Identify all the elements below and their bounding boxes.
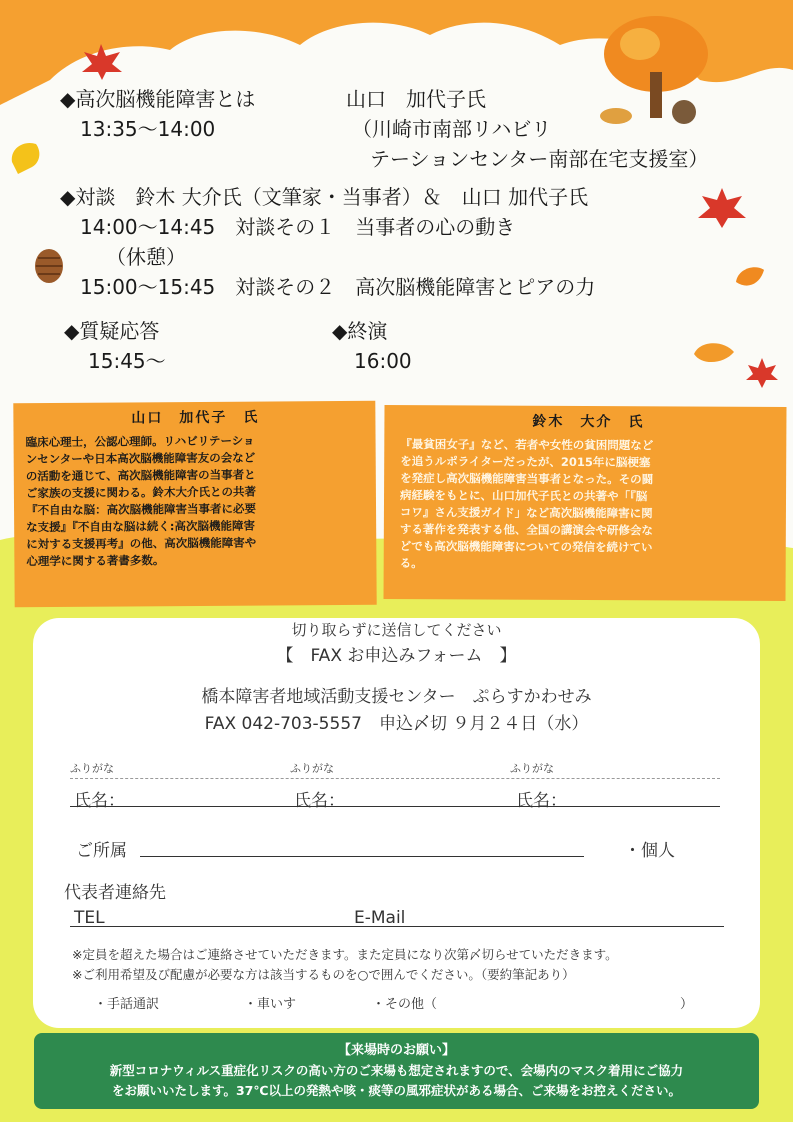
affiliation-field[interactable]	[140, 856, 584, 857]
name-label: 氏名：	[294, 791, 345, 811]
pinecone-icon	[30, 246, 68, 286]
affiliation-label: ご所属	[76, 841, 127, 861]
leaf-icon	[690, 336, 738, 370]
bio-text: 『最貧困女子』など、若者や女性の貧困問題など を追うルポライターだったが、2015年に脳梗塞 を発症し高次脳機能障害当事者となった。その闘 病経験をもとに、山口加代子氏との共著や「『脳 コワ』さん支援ガイド」など高次脳機能障害に関 する著作を発表する他、全国の講演会や研修会な どでも高次脳機能障害についての発信を続けてい る。	[399, 437, 654, 571]
bio-name: 山口 加代子 氏	[131, 409, 260, 427]
notice-body: 新型コロナウィルス重症化リスクの高い方のご来場も想定されますので、会場内のマスク着用にご協力 をお願いいたします。37℃以上の発熱や咳・痰等の風邪症状がある場合、ご来場をお控えください。	[109, 1063, 684, 1098]
lecture-affiliation-line-1: （川崎市南部リハビリ	[352, 117, 552, 141]
maple-leaf-icon	[696, 186, 748, 230]
furigana-line	[70, 778, 720, 779]
dialogue-session-2: 15:00～15:45 対談その２ 高次脳機能障害とピアの力	[80, 275, 596, 299]
autumn-tree-icon	[596, 12, 716, 130]
option-other[interactable]: ・その他（	[372, 997, 438, 1012]
bio-text: 臨床心理士，公認心理師。リハビリテーショ ンセンターや日本高次脳機能障害友の会など の活動を通じて、高次脳機能障害の当事者と ご家族の支援に関わる。鈴木大介氏との共著 『不自由な脳：高次脳機能障害当事者に必要 な支援』『不自由な脳は続く:高次脳機能障害 に対する支援再考』の他、高次脳機能障害や 心理学に関する著書多数。	[25, 433, 257, 569]
form-title: 【 FAX お申込みフォーム 】	[276, 646, 517, 666]
maple-leaf-icon	[78, 42, 124, 82]
tel-label: TEL	[74, 908, 105, 928]
break-label: （休憩）	[106, 245, 186, 269]
name-field[interactable]	[70, 806, 720, 807]
speaker-bio-suzuki	[383, 405, 786, 601]
lecture-title: ◆高次脳機能障害とは	[60, 87, 256, 111]
furigana-label: ふりがな	[70, 762, 114, 775]
option-other-close: ）	[680, 997, 694, 1012]
lecture-affiliation-line-2: テーションセンター南部在宅支援室）	[370, 147, 709, 171]
note-accommodation: ※ご利用希望及び配慮が必要な方は該当するものを○で囲んでください。（要約筆記あり）	[72, 967, 575, 982]
name-label: 氏名：	[516, 791, 567, 811]
form-organization: 橋本障害者地域活動支援センター ぷらすかわせみ	[201, 687, 592, 707]
form-fax-deadline: FAX 042-703-5557 申込〆切 ９月２４日（水）	[204, 714, 589, 734]
end-time: 16:00	[354, 349, 412, 373]
contact-label: 代表者連絡先	[64, 883, 166, 903]
lecture-speaker: 山口 加代子氏	[346, 87, 486, 111]
note-capacity: ※定員を超えた場合はご連絡させていただきます。また定員になり次第〆切らせていただきます。	[72, 947, 618, 962]
individual-label: ・個人	[624, 841, 675, 861]
option-sign-language[interactable]: ・手話通訳	[94, 997, 160, 1012]
end-title: ◆終演	[332, 319, 388, 343]
form-instruction: 切り取らずに送信してください	[291, 621, 502, 639]
leaf-icon	[732, 262, 768, 294]
qa-time: 15:45～	[88, 349, 166, 373]
furigana-label: ふりがな	[510, 762, 554, 775]
option-wheelchair[interactable]: ・車いす	[244, 997, 297, 1012]
name-label: 氏名：	[74, 791, 125, 811]
furigana-label: ふりがな	[290, 762, 334, 775]
email-label: E-Mail	[354, 908, 406, 928]
visitor-notice-banner	[34, 1033, 759, 1109]
dialogue-session-1: 14:00～14:45 対談その１ 当事者の心の動き	[80, 215, 516, 239]
ginkgo-leaf-icon	[6, 138, 46, 178]
notice-title: 【来場時のお願い】	[337, 1043, 455, 1058]
maple-leaf-icon	[744, 356, 780, 392]
dialogue-title: ◆対談 鈴木 大介氏（文筆家・当事者）＆ 山口 加代子氏	[60, 185, 589, 209]
contact-field[interactable]	[70, 926, 724, 927]
speaker-bio-yamaguchi	[13, 401, 376, 608]
lecture-time: 13:35～14:00	[80, 117, 216, 141]
bio-name: 鈴木 大介 氏	[532, 413, 645, 431]
qa-title: ◆質疑応答	[64, 319, 160, 343]
